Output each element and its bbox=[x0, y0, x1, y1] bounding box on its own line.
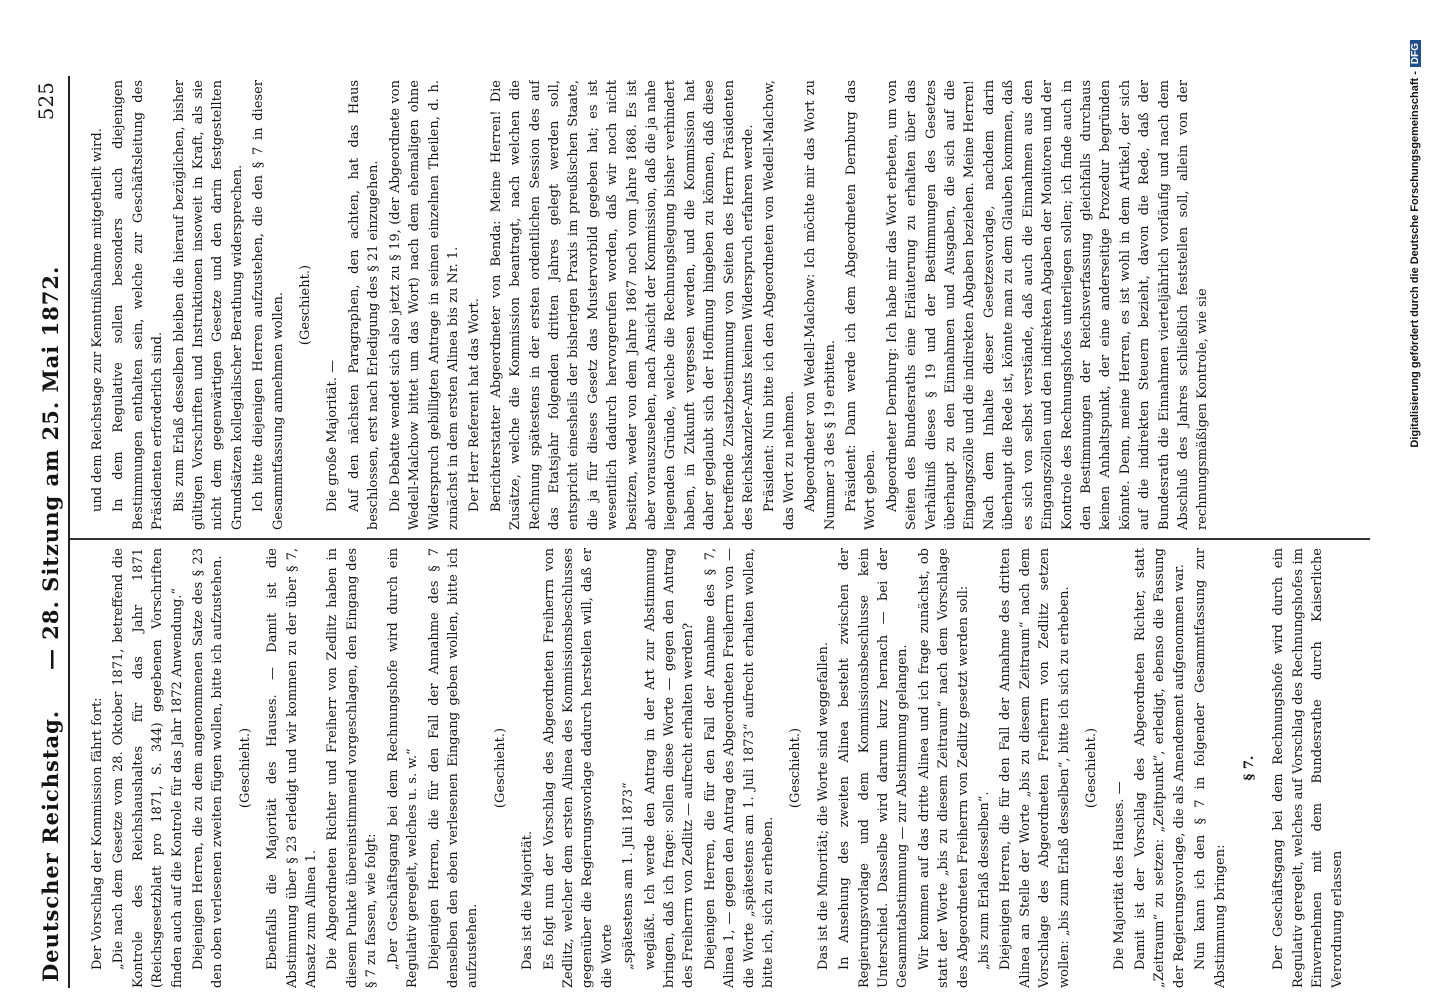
paragraph: Die Majorität des Hauses. — bbox=[1111, 781, 1127, 970]
paragraph: (Geschieht.) bbox=[298, 264, 314, 346]
paragraph: Die Abgeordneten Richter und Freiherr von Zedlitz haben in diesem Punkte übereinstimmend vorgeschlagen, den Eingang des § 7 zu fassen, wie folgt: bbox=[325, 548, 380, 988]
paragraph: Es folgt nun der Vorschlag des Abgeordneten Freiherrn von Zedlitz, welcher dem ersten Alinea des Kommissionsbeschlusses gegenüber die Regierungsvorlage dadurch herstellen will, daß er die Worte bbox=[541, 548, 615, 988]
paragraph: Diejenigen Herren, die für den Fall der Annahme des dritten Alinea an Stelle der Worte „bis zu diesem Zeitraum“ nach dem Vorschlage des Abgeordneten Freiherrn von Zedlitz setzen wollen: „bis zum Erlaß desselben“, bitte ich sich zu erheben. bbox=[998, 548, 1072, 988]
paragraph: Diejenigen Herren, die für den Fall der Annahme des § 7, Alinea 1, — gegen den Antrag des Abgeordneten Freiherrn von — die Worte „spätestens am 1. Juli 1873“ aufrecht erhalten wollen, bitte ich, sich zu erheben. bbox=[702, 548, 776, 988]
paragraph: In Ansehung des zweiten Alinea besteht zwischen der Regierungsvorlage und dem Kommissionsbeschlusse kein Unterschied. Dasselbe wird darum kurz hernach — bei der Gesammtabstimmung — zur Abstimmung gelangen. bbox=[837, 548, 911, 988]
paragraph: Diejenigen Herren, die zu dem angenommenen Satze des § 23 den oben verlesenen zweiten fügen wollen, bitte ich aufzustehen. bbox=[191, 548, 226, 988]
paragraph: Der Herr Referent hat das Wort. bbox=[467, 298, 483, 512]
paragraph: Auf den nächsten Paragraphen, den achten, hat das Haus beschlossen, erst nach Erledigung des § 21 einzugehen. bbox=[346, 80, 382, 530]
paragraph: „bis zum Erlaß desselben“. bbox=[977, 791, 993, 970]
paragraph: Das ist die Majorität. bbox=[520, 830, 536, 970]
paragraph: Abgeordneter Dernburg: Ich habe mir das Wort erbeten, um von Seiten des Bundesraths eine Erläuterung zu erhalten über das Verhältniß dieses § 19 und der Bestimmungen des Gesetzes überhaupt zu den Einnahmen und Ausgaben, die sich auf die Eingangszölle und die indirekten Abgaben beziehen. Meine Herren! Nach dem Inhalte dieser Gesetzesvorlage, nachdem darin überhaupt die Rede ist, könnte man zu dem Glauben kommen, daß es sich von selbst verstände, daß auch die Einnahmen aus den Eingangszöllen und den indirekten Abgaben der Monitoren und der Kontrole des Rechnungshofes unterliegen sollen; ich finde auch in den Bestimmungen der Reichsverfassung gleichfalls durchaus keinen Anhaltspunkt, der eine anderseitige Prozedur begründen könnte. Denn, meine Herren, es ist wohl in dem Artikel, der sich auf die indirekten Steuern bezieht, davon die Rede, daß der Bundesrath die Einnahmen vierteljährlich vorläufig und nach dem Abschluß des Jahres schließlich feststellen soll, allein von der rechnungsmäßigen Kontrole, wie sie bbox=[884, 80, 1211, 530]
paragraph: (Geschieht.) bbox=[237, 727, 253, 809]
paragraph: Das ist die Minorität; die Worte sind weggefallen. bbox=[815, 642, 831, 970]
paragraph: Diejenigen Herren, die für den Fall der Annahme des § 7 denselben den eben verlesenen Eingang geben wollen, bitte ich aufzustehen. bbox=[426, 548, 481, 988]
paragraph: Ebenfalls die Majorität des Hauses. — Damit ist die Abstimmung über § 23 erledigt und wir kommen zu der über § 7, Ansatz zum Alinea 1. bbox=[265, 548, 320, 988]
paragraph: Die große Majorität. — bbox=[325, 359, 341, 512]
paragraph: Präsident: Nun bitte ich den Abgeordneten von Wedell-Malchow, das Wort zu nehmen. bbox=[762, 80, 797, 530]
paragraph: und dem Reichstage zur Kenntnißnahme mitgetheilt wird. bbox=[90, 128, 105, 512]
publication-title: Deutscher Reichstag. bbox=[38, 709, 63, 982]
paragraph: Ich bitte diejenigen Herren aufzustehen, die den § 7 in dieser Gesammtfassung annehmen wollen. bbox=[251, 80, 286, 530]
paragraph: Bis zum Erlaß desselben bleiben die hierauf bezüglichen, bisher gültigen Vorschriften und Instruktionen insoweit in Kraft, als sie nicht dem gegenwärtigen Gesetze und den darin festgestellten Grundsätzen kollegialischer Berathung widersprechen. bbox=[171, 80, 245, 530]
paragraph: In dem Regulative sollen besonders auch diejenigen Bestimmungen enthalten sein, welche zur Geschäftsleitung des Präsidenten erforderlich sind. bbox=[111, 80, 166, 530]
paragraph: § 7. bbox=[1241, 755, 1257, 781]
paragraph: Der Geschäftsgang bei dem Rechnungshofe wird durch ein Regulativ geregelt, welches auf Vorschlag des Rechnungshofes im Einvernehmen mit dem Bundesrathe durch Kaiserliche Verordnung erlassen bbox=[1271, 548, 1345, 988]
paragraph: (Geschieht.) bbox=[788, 727, 804, 809]
paragraph: „spätestens am 1. Juli 1873“ bbox=[621, 782, 637, 970]
paragraph: „Die nach dem Gesetze vom 28. Oktober 1871, betreffend die Kontrole des Reichshaushaltes für das Jahr 1871 (Reichsgesetzblatt pro 1871, S. 344) gegebenen Vorschriften finden auch auf die Kontrole für das Jahr 1872 Anwendung.“ bbox=[111, 548, 185, 988]
page-number: 525 bbox=[34, 82, 58, 121]
paragraph: Präsident: Dann werde ich dem Abgeordneten Dernburg das Wort geben. bbox=[844, 80, 879, 530]
header-rule bbox=[68, 76, 70, 988]
paragraph: Wir kommen auf das dritte Alinea und ich frage zunächst, ob statt der Worte „bis zu diesem Zeitraum“ nach dem Vorschlage des Abgeordneten Freiherrn von Zedlitz gesetzt werden soll: bbox=[916, 548, 971, 988]
paragraph: (Geschieht.) bbox=[1084, 727, 1100, 809]
paragraph: (Geschieht.) bbox=[492, 727, 508, 809]
dfg-logo: DFG bbox=[1410, 40, 1421, 67]
paragraph: „Der Geschäftsgang bei dem Rechnungshofe wird durch ein Regulativ geregelt, welches u. s. w.“ bbox=[385, 548, 421, 988]
paragraph: Berichterstatter Abgeordneter von Benda: Meine Herren! Die Zusätze, welche die Kommission beantragt, nach welchen die Rechnung spätestens in der ersten ordentlichen Session des auf das Etatsjahr folgenden dritten Jahres gelegt werden soll, entspricht einesheils der bisherigen Praxis im preußischen Staate, die ja für dieses Gesetz das Mustervorbild gegeben hat; es ist wesentlich dadurch hervorgerufen worden, daß wir noch nicht besitzen, weder von dem Jahre 1867 noch vom Jahre 1868. Es ist aber vorauszusehen, nach Ansicht der Kommission, daß die ja nahe liegenden Gründe, welche die Rechnungslegung bisher verhindert haben, in Zukunft vergessen werden, und die Kommission hat daher geglaubt sich der Hoffnung hingeben zu können, daß diese betreffende Zusatzbestimmung von Seiten des Herrn Präsidenten des Reichskanzler-Amts keinen Widerspruch erfahren werde. bbox=[488, 80, 756, 530]
session-heading: — 28. Sitzung am 25. Mai 1872. bbox=[38, 265, 63, 670]
credit-text: Digitalisierung gefördert durch die Deutsche Forschungsgemeinschaft - bbox=[1409, 71, 1421, 448]
text-column-left bbox=[88, 548, 1368, 988]
text-column-right bbox=[88, 80, 1368, 530]
paragraph: Die Debatte wendet sich also jetzt zu § 19, (der Abgeordnete von Wedell-Malchow bittet um das Wort) nach dem ehemaligen ohne Widerspruch gebilligten Antrage in seinen einzelnen Theilen, d. h. zunächst in dem ersten Alinea bis zu Nr. 1. bbox=[387, 80, 461, 530]
paragraph: wegläßt. Ich werde den Antrag in der Art zur Abstimmung bringen, daß ich frage: sollen diese Worte — gegen den Antrag des Freiherrn von Zedlitz — aufrecht erhalten werden? bbox=[642, 548, 697, 988]
digitization-credit-strip bbox=[1406, 0, 1432, 1000]
column-divider bbox=[70, 538, 1370, 540]
paragraph: Der Vorschlag der Kommission fährt fort: bbox=[90, 697, 105, 970]
paragraph: Nun kann ich den § 7 in folgender Gesammtfassung zur Abstimmung bringen: bbox=[1193, 548, 1228, 988]
paragraph: Damit ist der Vorschlag des Abgeordneten Richter, statt „Zeitraum“ zu setzen: „Zeitpunkt“, erledigt, ebenso die Fassung der Regierungsvorlage, die als Amendement aufgenommen war. bbox=[1132, 548, 1187, 988]
paragraph: Abgeordneter von Wedell-Malchow: Ich möchte mir das Wort zu Nummer 3 des § 19 erbitten. bbox=[803, 80, 838, 530]
page-header bbox=[0, 0, 80, 1000]
